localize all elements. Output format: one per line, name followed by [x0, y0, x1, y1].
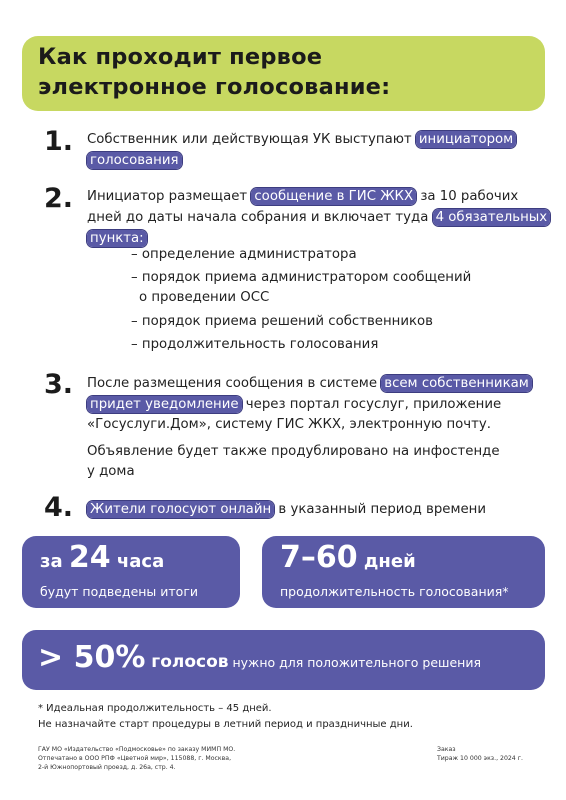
title-banner	[22, 36, 545, 111]
step-3-highlight-a: всем собственникам	[381, 375, 532, 392]
stat-card-24-hours	[22, 536, 240, 608]
step-3-text-a: После размещения сообщения в системе	[87, 376, 382, 391]
step-3-line-1	[87, 373, 532, 394]
title-line-1: Как проходит первое	[38, 44, 323, 70]
imprint-line-1: ГАУ МО «Издательство «Подмосковье» по заказу МИМП МО.	[38, 746, 236, 753]
imprint-print-run: Тираж 10 000 экз., 2024 г.	[437, 755, 523, 762]
step-2-line-3	[87, 228, 147, 249]
step-2-bullet-2-cont: о проведении ОСС	[139, 290, 270, 305]
step-2-number: 2.	[44, 183, 74, 214]
step-2-bullet-3: – порядок приема решений собственников	[131, 314, 434, 329]
footnote-ideal-duration: * Идеальная продолжительность – 45 дней.	[38, 703, 272, 714]
step-1-number: 1.	[44, 126, 74, 157]
stat-card-1-value: 24	[68, 540, 111, 575]
step-4-text-a: в указанный период времени	[274, 502, 487, 517]
step-4-line-1	[87, 499, 486, 520]
stat-card-3-value: > 50%	[38, 640, 146, 675]
step-1-line-1	[87, 129, 516, 150]
stat-card-1-caption: будут подведены итоги	[40, 584, 199, 599]
imprint-line-3: 2-й Южнопортовый проезд, д. 26а, стр. 4.	[38, 764, 176, 771]
step-1-line-2	[87, 150, 182, 171]
step-4-highlight-a: Жители голосуют онлайн	[87, 501, 274, 518]
step-2-bullet-4: – продолжительность голосования	[131, 337, 379, 352]
step-2-line-2	[87, 207, 550, 228]
footnote-no-holidays: Не назначайте старт процедуры в летний период и праздничные дни.	[38, 719, 413, 730]
stat-card-3-caption: нужно для положительного решения	[228, 655, 481, 670]
stat-card-50-percent	[22, 630, 545, 690]
stat-card-2-value: 7–60	[280, 540, 358, 575]
stat-card-3-unit: голосов	[145, 652, 229, 672]
imprint-line-2: Отпечатано в ООО РПФ «Цветной мир», 115088, г. Москва,	[38, 755, 232, 762]
step-3-highlight-b: придет уведомление	[87, 396, 242, 413]
imprint-order: Заказ	[437, 746, 456, 753]
step-1-highlight-a: инициатором	[416, 131, 516, 148]
title-line-2: электронное голосование:	[38, 74, 391, 100]
step-2-text-b: за 10 рабочих	[416, 189, 519, 204]
stat-card-1-headline	[40, 540, 164, 575]
step-2-highlight-a: сообщение в ГИС ЖКХ	[251, 188, 416, 205]
step-2-bullet-1: – определение администратора	[131, 247, 357, 262]
step-3-line-4: Объявление будет также продублировано на инфостенде	[87, 444, 500, 459]
step-2-text-a: Инициатор размещает	[87, 189, 252, 204]
step-3-line-2	[87, 394, 501, 415]
step-3-number: 3.	[44, 369, 74, 400]
step-2-text-c: дней до даты начала собрания и включает туда	[87, 210, 433, 225]
stat-card-2-caption: продолжительность голосования*	[280, 584, 509, 599]
step-1-highlight-b: голосования	[87, 152, 182, 169]
step-2-line-1	[87, 186, 518, 207]
step-2-highlight-b: 4 обязательных	[433, 209, 551, 226]
step-2-bullet-2: – порядок приема администратором сообщений	[131, 270, 472, 285]
stat-card-2-unit: дней	[357, 551, 416, 572]
step-2-highlight-c: пункта:	[87, 230, 147, 247]
step-3-line-3: «Госуслуги.Дом», систему ГИС ЖКХ, электронную почту.	[87, 417, 491, 432]
step-3-text-b: через портал госуслуг, приложение	[241, 397, 502, 412]
stat-card-7-60-days	[262, 536, 545, 608]
stat-card-2-headline	[280, 540, 416, 575]
step-1-text: Собственник или действующая УК выступают	[87, 132, 416, 147]
step-4-number: 4.	[44, 492, 74, 523]
stat-card-1-unit: часа	[110, 551, 165, 572]
step-3-line-5: у дома	[87, 464, 135, 479]
stat-card-3-headline	[38, 640, 481, 675]
stat-card-1-prefix: за	[40, 551, 69, 572]
